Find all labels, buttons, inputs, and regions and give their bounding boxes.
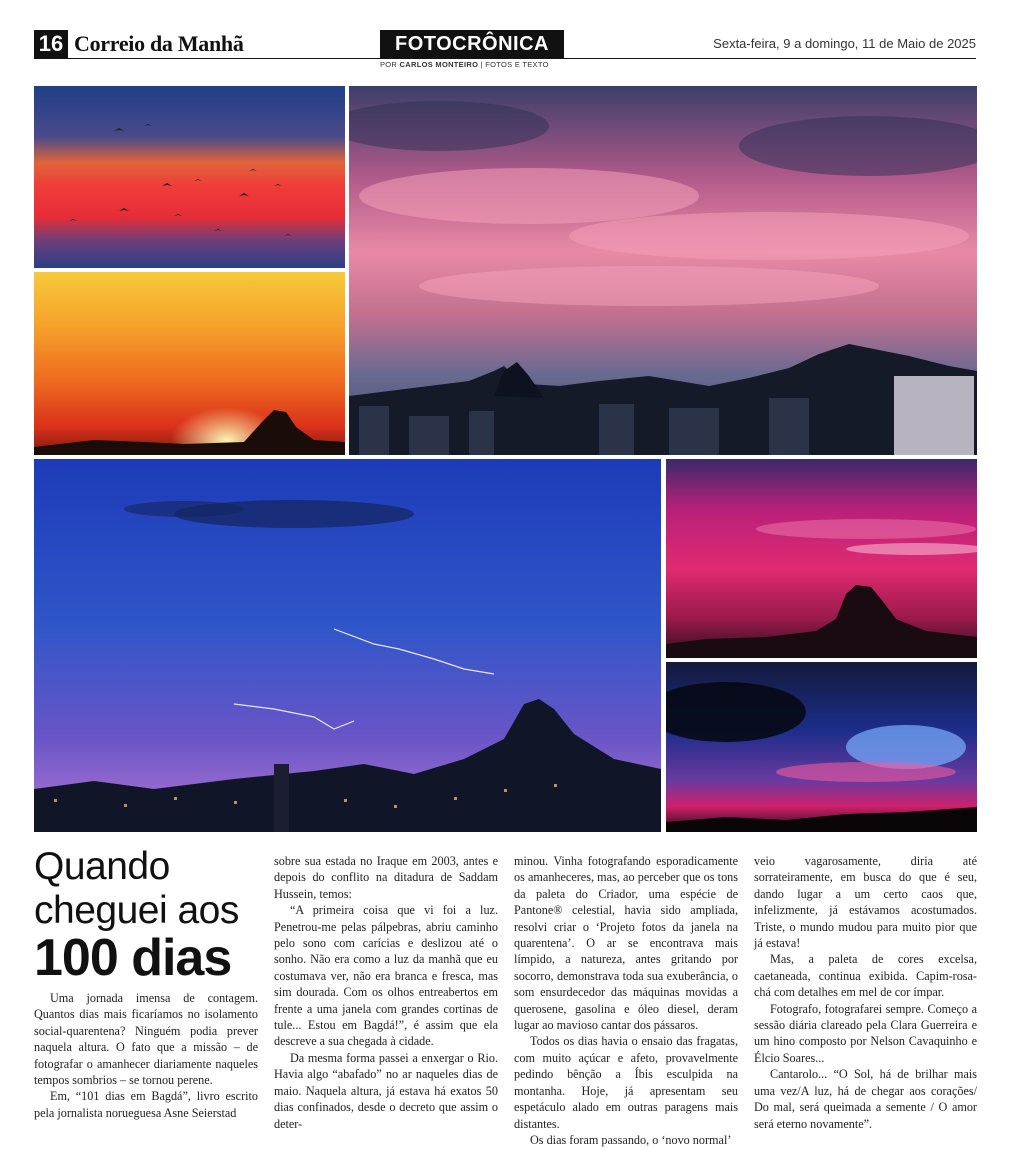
headline-line-2: cheguei aos [34,889,239,932]
text-column-3 [514,853,738,1148]
byline [380,60,549,69]
magenta-sky-sugarloaf-photo [666,459,977,658]
paragraph: Todos os dias havia o ensaio das fragatas, com muito açúcar e afeto, provavelmente pedindo bênção a Íbis esculpida na montanha. Hoje, já apresentam seu espetáculo alado em outras paragens mais distantes. [514,1034,738,1131]
issue-date: Sexta-feira, 9 a domingo, 11 de Maio de 2025 [713,36,976,51]
paragraph: Mas, a paleta de cores excelsa, caetaneada, continua exibida. Capim-rosa-chá com detalhes em mel de cor ímpar. [754,952,977,1000]
paragraph: Uma jornada imensa de contagem. Quantos dias mais ficaríamos no isolamento social-quarentena? Ninguém podia prever naquela altura. O fato que a missão – de fotografar o amanhecer diariamente naqueles tempos sombrios – se tornou perene. [34,991,258,1088]
paragraph: Cantarolo... “O Sol, há de brilhar mais uma vez/A luz, há de chegar aos corações/ Do mal, será queimada a semente / O amor será eterno novamente”. [754,1067,977,1131]
header-rule [34,58,976,59]
newspaper-name: Correio da Manhã [74,31,244,56]
section-title: FOTOCRÔNICA [380,30,564,58]
red-sunset-birds-photo [34,86,345,268]
paragraph: “A primeira coisa que vi foi a luz. Penetrou-me pelas pálpebras, abriu caminho pelo sono com carícias e deslizou até o sonho. Não era como a luz da manhã que eu costumava ver, não era branca e fresca, mas sim dourada. Com os olhos entreabertos em frente a uma janela com grandes cortinas de tule... Estou em Bagdá!”, é assim que ela descreve a sua chegada à cidade. [274,903,498,1049]
headline-line-3: 100 dias [34,929,232,987]
paragraph: Os dias foram passando, o ‘novo normal’ [530,1132,732,1147]
paragraph: Fotografo, fotografarei sempre. Começo a sessão diária clareado pela Clara Guerreira e um hino composto por Nelson Cavaquinho e Élcio Soares... [754,1001,977,1065]
pink-clouds-city-photo [349,86,977,455]
orange-sunset-mountain-photo [34,272,345,455]
paragraph: sobre sua estada no Iraque em 2003, antes e depois do conflito na ditadura de Saddam Hussein, temos: [274,854,498,901]
blue-lightning-sugarloaf-photo [34,459,661,832]
page-number: 16 [34,30,68,58]
byline-suffix: | FOTOS E TEXTO [480,60,549,69]
text-column-4 [754,853,977,1132]
paragraph: minou. Vinha fotografando esporadicamente os amanheceres, mas, ao perceber que os tons da paleta do Criador, uma espécie de Pantone® celestial, havia sido ampliada, resolvi criar o ‘Projeto fotos da janela na quarentena’. O ar se encontrava mais límpido, a natureza, antes gritando por socorro, demonstrava toda sua exuberância, o som ensurdecedor das máquinas movidas a querosene, gasolina e óleo diesel, deram lugar ao mavioso cantar dos pássaros. [514,854,738,1033]
paragraph: Da mesma forma passei a enxergar o Rio. Havia algo “abafado” no ar naqueles dias de maio. Naquela altura, já estava há exatos 50 dias confinados, desde o decreto que assim o deter- [274,1050,498,1131]
paragraph: Em, “101 dias em Bagdá”, livro escrito pela jornalista norueguesa Asne Seierstad [34,1089,258,1120]
byline-author: CARLOS MONTEIRO [399,60,479,69]
headline [34,845,264,985]
paragraph: veio vagarosamente, diria até sorrateiramente, em busca do que é seu, dando lugar a um certo caos que, infelizmente, já estávamos acostumados. Triste, o mundo mudou para muito pior que já estava! [754,854,977,951]
text-column-1 [34,990,258,1121]
headline-line-1: Quando [34,845,170,888]
dark-blue-clouds-photo [666,662,977,832]
byline-prefix: POR [380,60,398,69]
text-column-2 [274,853,498,1132]
